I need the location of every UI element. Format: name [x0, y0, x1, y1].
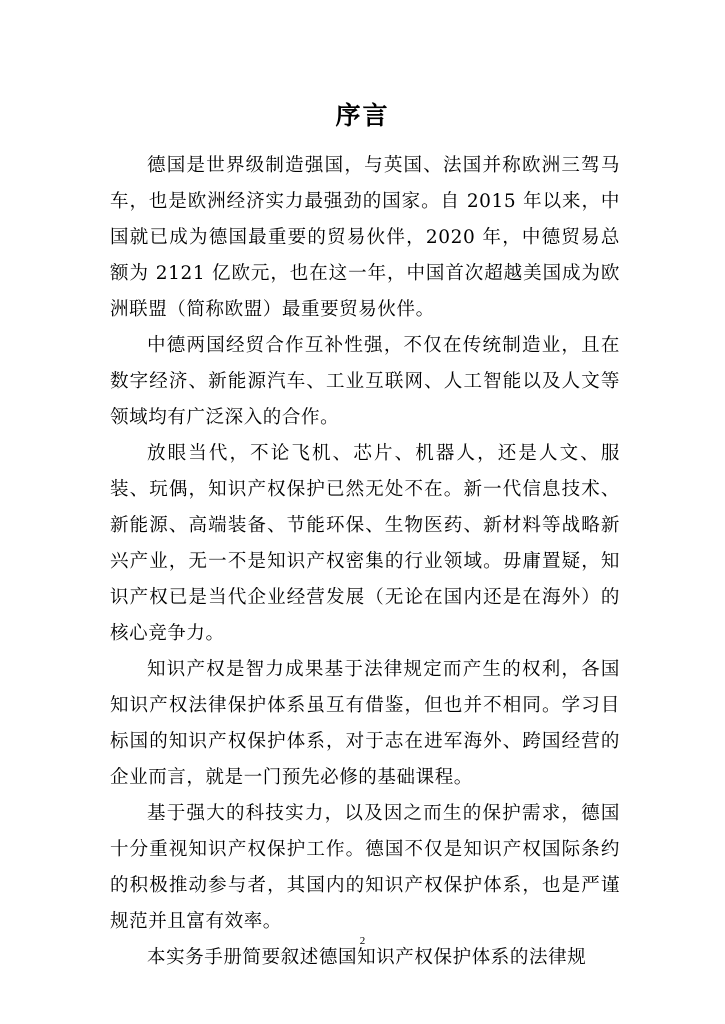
paragraph: 知识产权是智力成果基于法律规定而产生的权利，各国知识产权法律保护体系虽互有借鉴，但也并不相同。学习目标国的知识产权保护体系，对于志在进军海外、跨国经营的企业而言，就是一门预先必修的基础课程。: [110, 659, 620, 788]
paragraph: 放眼当代，不论飞机、芯片、机器人，还是人文、服装、玩偶，知识产权保护已然无处不在。新一代信息技术、新能源、高端装备、节能环保、生物医药、新材料等战略新兴产业，无一不是知识产权密集的行业领域。毋庸置疑，知识产权已是当代企业经营发展（无论在国内还是在海外）的核心竞争力。: [110, 443, 620, 644]
paragraph: 基于强大的科技实力，以及因之而生的保护需求，德国十分重视知识产权保护工作。德国不仅是知识产权国际条约的积极推动参与者，其国内的知识产权保护体系，也是严谨规范并且富有效率。: [110, 803, 620, 932]
page-title: 序言: [335, 101, 390, 130]
page-number: 2: [359, 935, 366, 947]
paragraph: 德国是世界级制造强国，与英国、法国并称欧洲三驾马车，也是欧洲经济实力最强劲的国家。自 2015 年以来，中国就已成为德国最重要的贸易伙伴，2020 年，中德贸易总额为 2121 亿欧元，也在这一年，中国首次超越美国成为欧洲联盟（简称欧盟）最重要贸易伙伴。: [110, 155, 620, 320]
paragraph: 本实务手册简要叙述德国知识产权保护体系的法律规: [147, 947, 587, 968]
paragraph: 中德两国经贸合作互补性强，不仅在传统制造业，且在数字经济、新能源汽车、工业互联网、人工智能以及人文等领域均有广泛深入的合作。: [110, 335, 620, 428]
body-text: [110, 148, 620, 976]
